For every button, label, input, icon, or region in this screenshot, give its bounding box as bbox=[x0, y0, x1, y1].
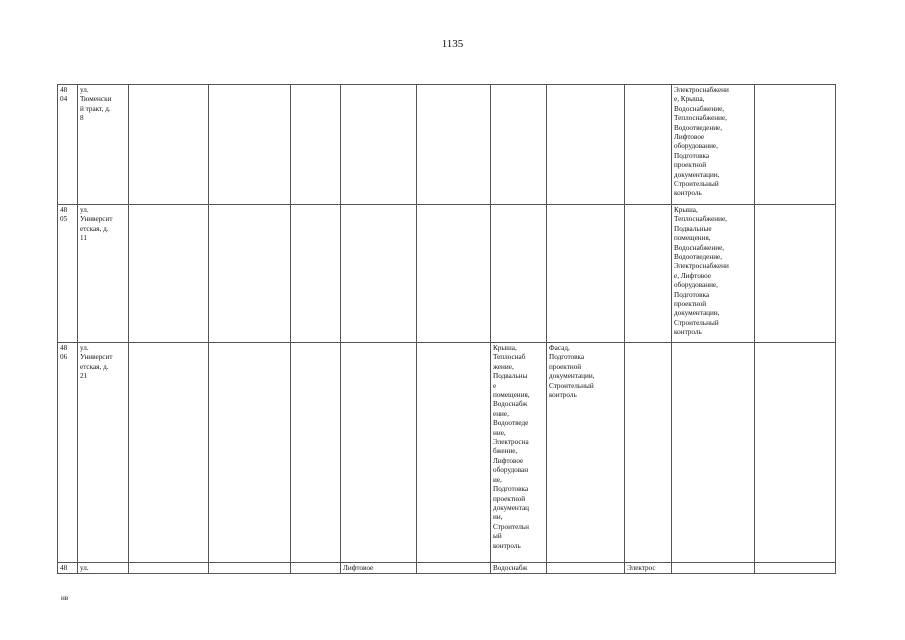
table-cell bbox=[129, 343, 209, 563]
footer-mark: нв bbox=[61, 594, 69, 602]
table-cell bbox=[209, 85, 291, 205]
row-number: 48 bbox=[58, 563, 78, 574]
table-row bbox=[58, 563, 836, 574]
table-cell bbox=[547, 563, 625, 574]
row-number: 48 05 bbox=[58, 205, 78, 343]
table-cell bbox=[625, 205, 672, 343]
table-cell bbox=[625, 343, 672, 563]
table-cell bbox=[625, 85, 672, 205]
table-cell bbox=[417, 85, 491, 205]
table-cell bbox=[755, 343, 836, 563]
table-cell bbox=[209, 205, 291, 343]
address-cell: ул. Тюменски й тракт, д. 8 bbox=[78, 85, 129, 205]
page-number: 1135 bbox=[441, 38, 464, 50]
row-number: 48 04 bbox=[58, 85, 78, 205]
table-cell bbox=[672, 563, 755, 574]
table-cell bbox=[129, 205, 209, 343]
row-number: 48 06 bbox=[58, 343, 78, 563]
table-cell: Электроснабжени е, Крыша, Водоснабжение, Теплоснабжение, Водоотведение, Лифтовое оборудование, Подготовка проектной документации, Строительный контроль bbox=[672, 85, 755, 205]
table-cell: Водоснабж bbox=[491, 563, 547, 574]
table-cell bbox=[129, 563, 209, 574]
works-table bbox=[57, 84, 836, 574]
table-cell: Крыша, Теплоснабжение, Подвальные помещения, Водоснабжение, Водоотведение, Электроснабжени е, Лифтовое оборудование, Подготовка проектной документации, Строительный контроль bbox=[672, 205, 755, 343]
address-cell: ул. Университ етская, д. 21 bbox=[78, 343, 129, 563]
table-cell bbox=[291, 563, 341, 574]
table-cell bbox=[291, 85, 341, 205]
address-cell: ул. Университ етская, д. 11 bbox=[78, 205, 129, 343]
table-cell bbox=[491, 85, 547, 205]
table-cell bbox=[209, 343, 291, 563]
table-cell bbox=[417, 563, 491, 574]
table-cell bbox=[755, 85, 836, 205]
table-cell bbox=[417, 205, 491, 343]
table-cell bbox=[547, 85, 625, 205]
table-cell bbox=[341, 205, 417, 343]
table-cell: Крыша, Теплоснаб жение, Подвальны е помещения, Водоснабж ение, Водоотведе ние, Электросна бжение, Лифтовое оборудован ие, Подготовка проектной документац ии, Строительн ый контроль bbox=[491, 343, 547, 563]
table-cell: Электрос bbox=[625, 563, 672, 574]
table-row bbox=[58, 343, 836, 563]
table-cell: Лифтовое bbox=[341, 563, 417, 574]
table-cell bbox=[291, 205, 341, 343]
table-cell bbox=[341, 85, 417, 205]
table-cell bbox=[209, 563, 291, 574]
table-cell bbox=[547, 205, 625, 343]
table-cell bbox=[491, 205, 547, 343]
table-cell bbox=[672, 343, 755, 563]
table-cell bbox=[755, 205, 836, 343]
table-cell bbox=[291, 343, 341, 563]
address-cell: ул. bbox=[78, 563, 129, 574]
table-cell bbox=[341, 343, 417, 563]
table-cell bbox=[417, 343, 491, 563]
table-cell bbox=[755, 563, 836, 574]
table-row bbox=[58, 205, 836, 343]
table-cell bbox=[129, 85, 209, 205]
table-cell: Фасад, Подготовка проектной документации, Строительный контроль bbox=[547, 343, 625, 563]
table-row bbox=[58, 85, 836, 205]
